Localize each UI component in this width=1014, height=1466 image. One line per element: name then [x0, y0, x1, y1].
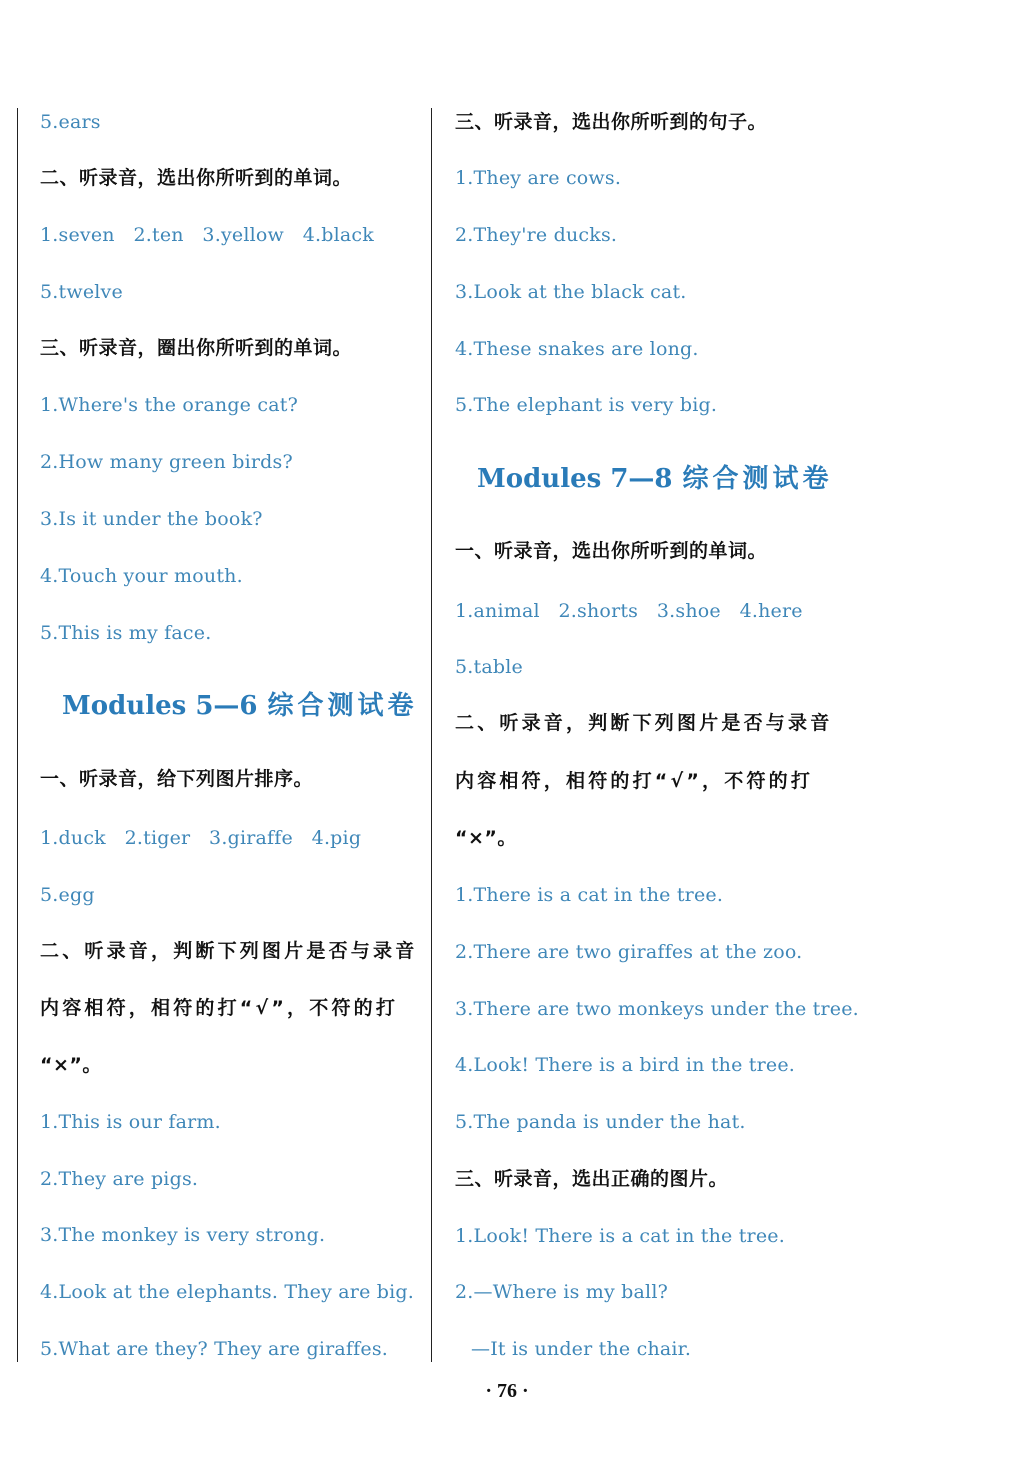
answer-line: 5.The elephant is very big.: [455, 394, 718, 416]
instruction-line: 内容相符，相符的打“√”，不符的打: [40, 997, 399, 1019]
section-title-cn: 综合测试卷: [682, 464, 833, 494]
answer-line: 1.This is our farm.: [40, 1111, 221, 1133]
instruction-line: 三、听录音，选出你所听到的句子。: [455, 111, 768, 133]
instruction-line: 一、听录音，选出你所听到的单词。: [455, 540, 768, 562]
section-title-en: Modules 7—8: [477, 464, 673, 494]
instruction-line: “×”。: [455, 827, 517, 849]
answer-line: 4.Touch your mouth.: [40, 565, 243, 587]
right-column: [455, 0, 975, 1466]
answer-line: 3.There are two monkeys under the tree.: [455, 998, 859, 1020]
answer-line: 5.twelve: [40, 281, 123, 303]
left-column: [40, 0, 425, 1466]
left-column-rule: [17, 108, 18, 1362]
instruction-line: 一、听录音，给下列图片排序。: [40, 768, 314, 790]
answer-line: 1.Look! There is a cat in the tree.: [455, 1225, 785, 1247]
instruction-line: 三、听录音，圈出你所听到的单词。: [40, 337, 353, 359]
instruction-line: 二、听录音，选出你所听到的单词。: [40, 167, 353, 189]
section-title-cn: 综合测试卷: [267, 691, 418, 721]
answer-line: 1.seven 2.ten 3.yellow 4.black: [40, 224, 374, 246]
answer-line: 1.They are cows.: [455, 167, 622, 189]
answer-line: 5.The panda is under the hat.: [455, 1111, 746, 1133]
instruction-line: “×”。: [40, 1054, 102, 1076]
answer-line: 4.Look! There is a bird in the tree.: [455, 1054, 796, 1076]
answer-line: —It is under the chair.: [471, 1338, 692, 1360]
answer-line: 3.The monkey is very strong.: [40, 1224, 326, 1246]
answer-line: 5.table: [455, 656, 523, 678]
answer-line: 3.Is it under the book?: [40, 508, 263, 530]
answer-line: 5.egg: [40, 884, 95, 906]
instruction-line: 三、听录音，选出正确的图片。: [455, 1168, 729, 1190]
section-title: [477, 459, 833, 499]
answer-line: 2.They are pigs.: [40, 1168, 199, 1190]
answer-line: 3.Look at the black cat.: [455, 281, 687, 303]
page-number: · 76 ·: [485, 1380, 529, 1402]
answer-line: 4.These snakes are long.: [455, 338, 699, 360]
section-title-en: Modules 5—6: [62, 691, 258, 721]
answer-line: 1.Where's the orange cat?: [40, 394, 298, 416]
answer-line: 2.—Where is my ball?: [455, 1281, 668, 1303]
answer-line: 4.Look at the elephants. They are big.: [40, 1281, 414, 1303]
instruction-line: 内容相符，相符的打“√”，不符的打: [455, 770, 814, 792]
answer-line: 5.What are they? They are giraffes.: [40, 1338, 389, 1360]
instruction-line: 二、听录音，判断下列图片是否与录音: [455, 712, 833, 734]
answer-line: 2.How many green birds?: [40, 451, 293, 473]
instruction-line: 二、听录音，判断下列图片是否与录音: [40, 940, 418, 962]
section-title: [62, 686, 418, 726]
answer-line: 5.ears: [40, 111, 101, 133]
answer-line: 2.They're ducks.: [455, 224, 618, 246]
answer-line: 1.animal 2.shorts 3.shoe 4.here: [455, 600, 803, 622]
answer-line: 5.This is my face.: [40, 622, 212, 644]
center-column-rule: [431, 108, 432, 1362]
answer-line: 2.There are two giraffes at the zoo.: [455, 941, 803, 963]
answer-line: 1.There is a cat in the tree.: [455, 884, 724, 906]
answer-line: 1.duck 2.tiger 3.giraffe 4.pig: [40, 827, 362, 849]
